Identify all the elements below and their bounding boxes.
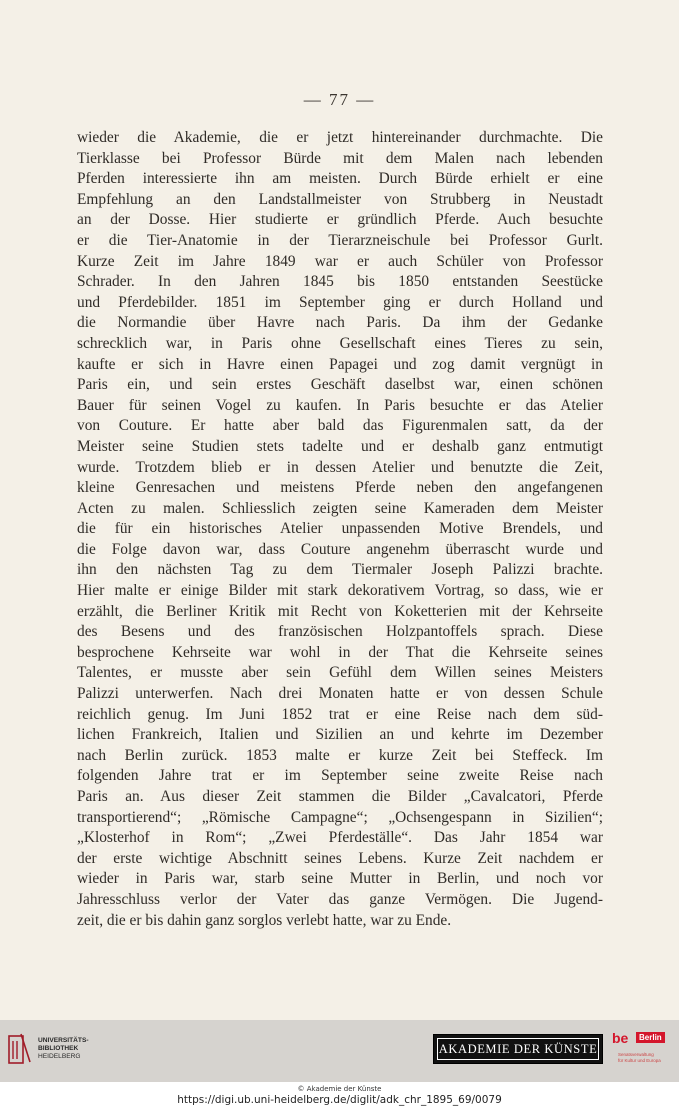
text-line: von Couture. Er hatte aber bald das Figurenmalen satt, da der [77, 417, 603, 435]
university-library-logo-icon[interactable] [8, 1032, 32, 1066]
text-line: Paris ein, und sein erstes Geschäft daselbst war, einen schönen [77, 376, 603, 394]
text-line: „Klosterhof in Rom“; „Zwei Pferdeställe“. Das Jahr 1854 war [77, 829, 603, 847]
academy-of-arts-logo[interactable] [433, 1034, 603, 1064]
text-line: kaufte er sich in Havre einen Papagei und zog damit vergnügt in [77, 355, 603, 373]
permalink-url[interactable]: https://digi.ub.uni-heidelberg.de/diglit/adk_chr_1895_69/0079 [177, 1094, 502, 1106]
text-line: er die Tier-Anatomie in der Tierarzneischule bei Professor Gurlt. [77, 231, 603, 249]
text-line: folgenden Jahre trat er im September seine zweite Reise nach [77, 767, 603, 785]
text-line: wurde. Trotzdem blieb er in dessen Atelier und benutzte die Zeit, [77, 458, 603, 476]
text-line: Tierklasse bei Professor Bürde mit dem Malen nach lebenden [77, 149, 603, 167]
text-line: schrecklich war, in Paris ohne Gesellschaft eines Tieres zu sein, [77, 334, 603, 352]
text-line: Jahresschluss verlor der Vater das ganze Vermögen. Die Jugend- [77, 890, 603, 908]
text-line: wieder die Akademie, die er jetzt hintereinander durchmachte. Die [77, 129, 603, 146]
text-line: Hier malte er einige Bilder mit stark dekorativem Vortrag, so dass, wie er [77, 582, 603, 600]
berlin-logo-sub2: für Kultur und Europa [618, 1057, 661, 1063]
academy-of-arts-label: AKADEMIE DER KÜNSTE [437, 1038, 599, 1060]
page-number: — 77 — [303, 90, 376, 109]
text-line: erzählt, die Berliner Kritik mit Recht von Koketterien mit der Kehrseite [77, 602, 603, 620]
text-line: ihn den nächsten Tag zu dem Tiermaler Joseph Palizzi brachte. [77, 561, 603, 579]
text-line: transportierend“; „Römische Campagne“; „Ochsengespann in Sizilien“; [77, 808, 603, 826]
text-line: kleine Genresachen und meistens Pferde neben den angefangenen [77, 479, 603, 497]
university-library-name[interactable] [38, 1037, 89, 1061]
text-line: lichen Frankreich, Italien und Sizilien an und kehrte im Dezember [77, 726, 603, 744]
copyright-notice: © Akademie der Künste [297, 1085, 382, 1093]
text-line: der erste wichtige Abschnitt seines Lebens. Kurze Zeit nachdem er [77, 849, 603, 867]
library-name-line3: HEIDELBERG [38, 1053, 81, 1060]
berlin-logo-subtitle [618, 1052, 672, 1063]
text-line: zeit, die er bis dahin ganz sorglos verlebt hatte, war zu Ende. [77, 911, 452, 929]
text-line: Paris an. Aus dieser Zeit stammen die Bilder „Cavalcatori, Pferde [77, 788, 603, 805]
text-line: die Folge davon war, dass Couture angenehm überrascht wurde und [77, 540, 603, 558]
berlin-logo-badge: Berlin [636, 1032, 665, 1043]
text-line: Bauer für seinen Vogel zu kaufen. In Paris besuchte er das Atelier [77, 396, 603, 414]
text-line: Pferden interessierte ihn am meisten. Durch Bürde erhielt er eine [77, 170, 603, 188]
library-name-line1: UNIVERSITÄTS- [38, 1037, 89, 1044]
berlin-logo-word: be [612, 1030, 629, 1046]
text-line: Talentes, er musste aber sein Gefühl dem Willen seines Meisters [77, 664, 603, 682]
text-line: wieder in Paris war, starb seine Mutter in Berlin, und noch vor [77, 870, 603, 888]
text-line: Empfehlung an den Landstallmeister von Strubberg in Neustadt [77, 190, 603, 208]
library-name-line2: BIBLIOTHEK [38, 1045, 79, 1052]
body-text [77, 128, 603, 931]
text-line: nach Berlin zurück. 1853 malte er kurze Zeit bei Steffeck. Im [77, 746, 603, 764]
text-line: besprochene Kehrseite war wohl in der That die Kehrseite seines [77, 643, 603, 661]
berlin-logo-sub1: Senatsverwaltung [618, 1052, 654, 1057]
text-line: Palizzi unterwerfen. Nach drei Monaten hatte er von dessen Schule [77, 685, 603, 703]
viewer-footer [0, 1020, 679, 1106]
text-line: und Pferdebilder. 1851 im September ging er durch Holland und [77, 293, 603, 311]
text-line: des Besens und des französischen Holzpantoffels sprach. Diese [77, 623, 603, 641]
berlin-senate-logo[interactable] [612, 1030, 672, 1076]
text-line: die Normandie über Havre nach Paris. Da ihm der Gedanke [77, 314, 603, 332]
logo-band [0, 1020, 679, 1082]
text-line: Acten zu malen. Schliesslich zeigten seine Kameraden dem Meister [77, 499, 603, 517]
text-line: an der Dosse. Hier studierte er gründlich Pferde. Auch besuchte [77, 211, 603, 229]
text-line: Schrader. In den Jahren 1845 bis 1850 entstanden Seestücke [77, 273, 603, 291]
text-line: reichlich genug. Im Juni 1852 trat er eine Reise nach dem süd- [77, 705, 603, 723]
text-line: Kurze Zeit im Jahre 1849 war er auch Schüler von Professor [77, 252, 603, 270]
text-line: Meister seine Studien stets tadelte und er deshalb ganz entmutigt [77, 437, 603, 455]
text-line: die für ein historisches Atelier unpassenden Motive Brendels, und [77, 520, 603, 538]
